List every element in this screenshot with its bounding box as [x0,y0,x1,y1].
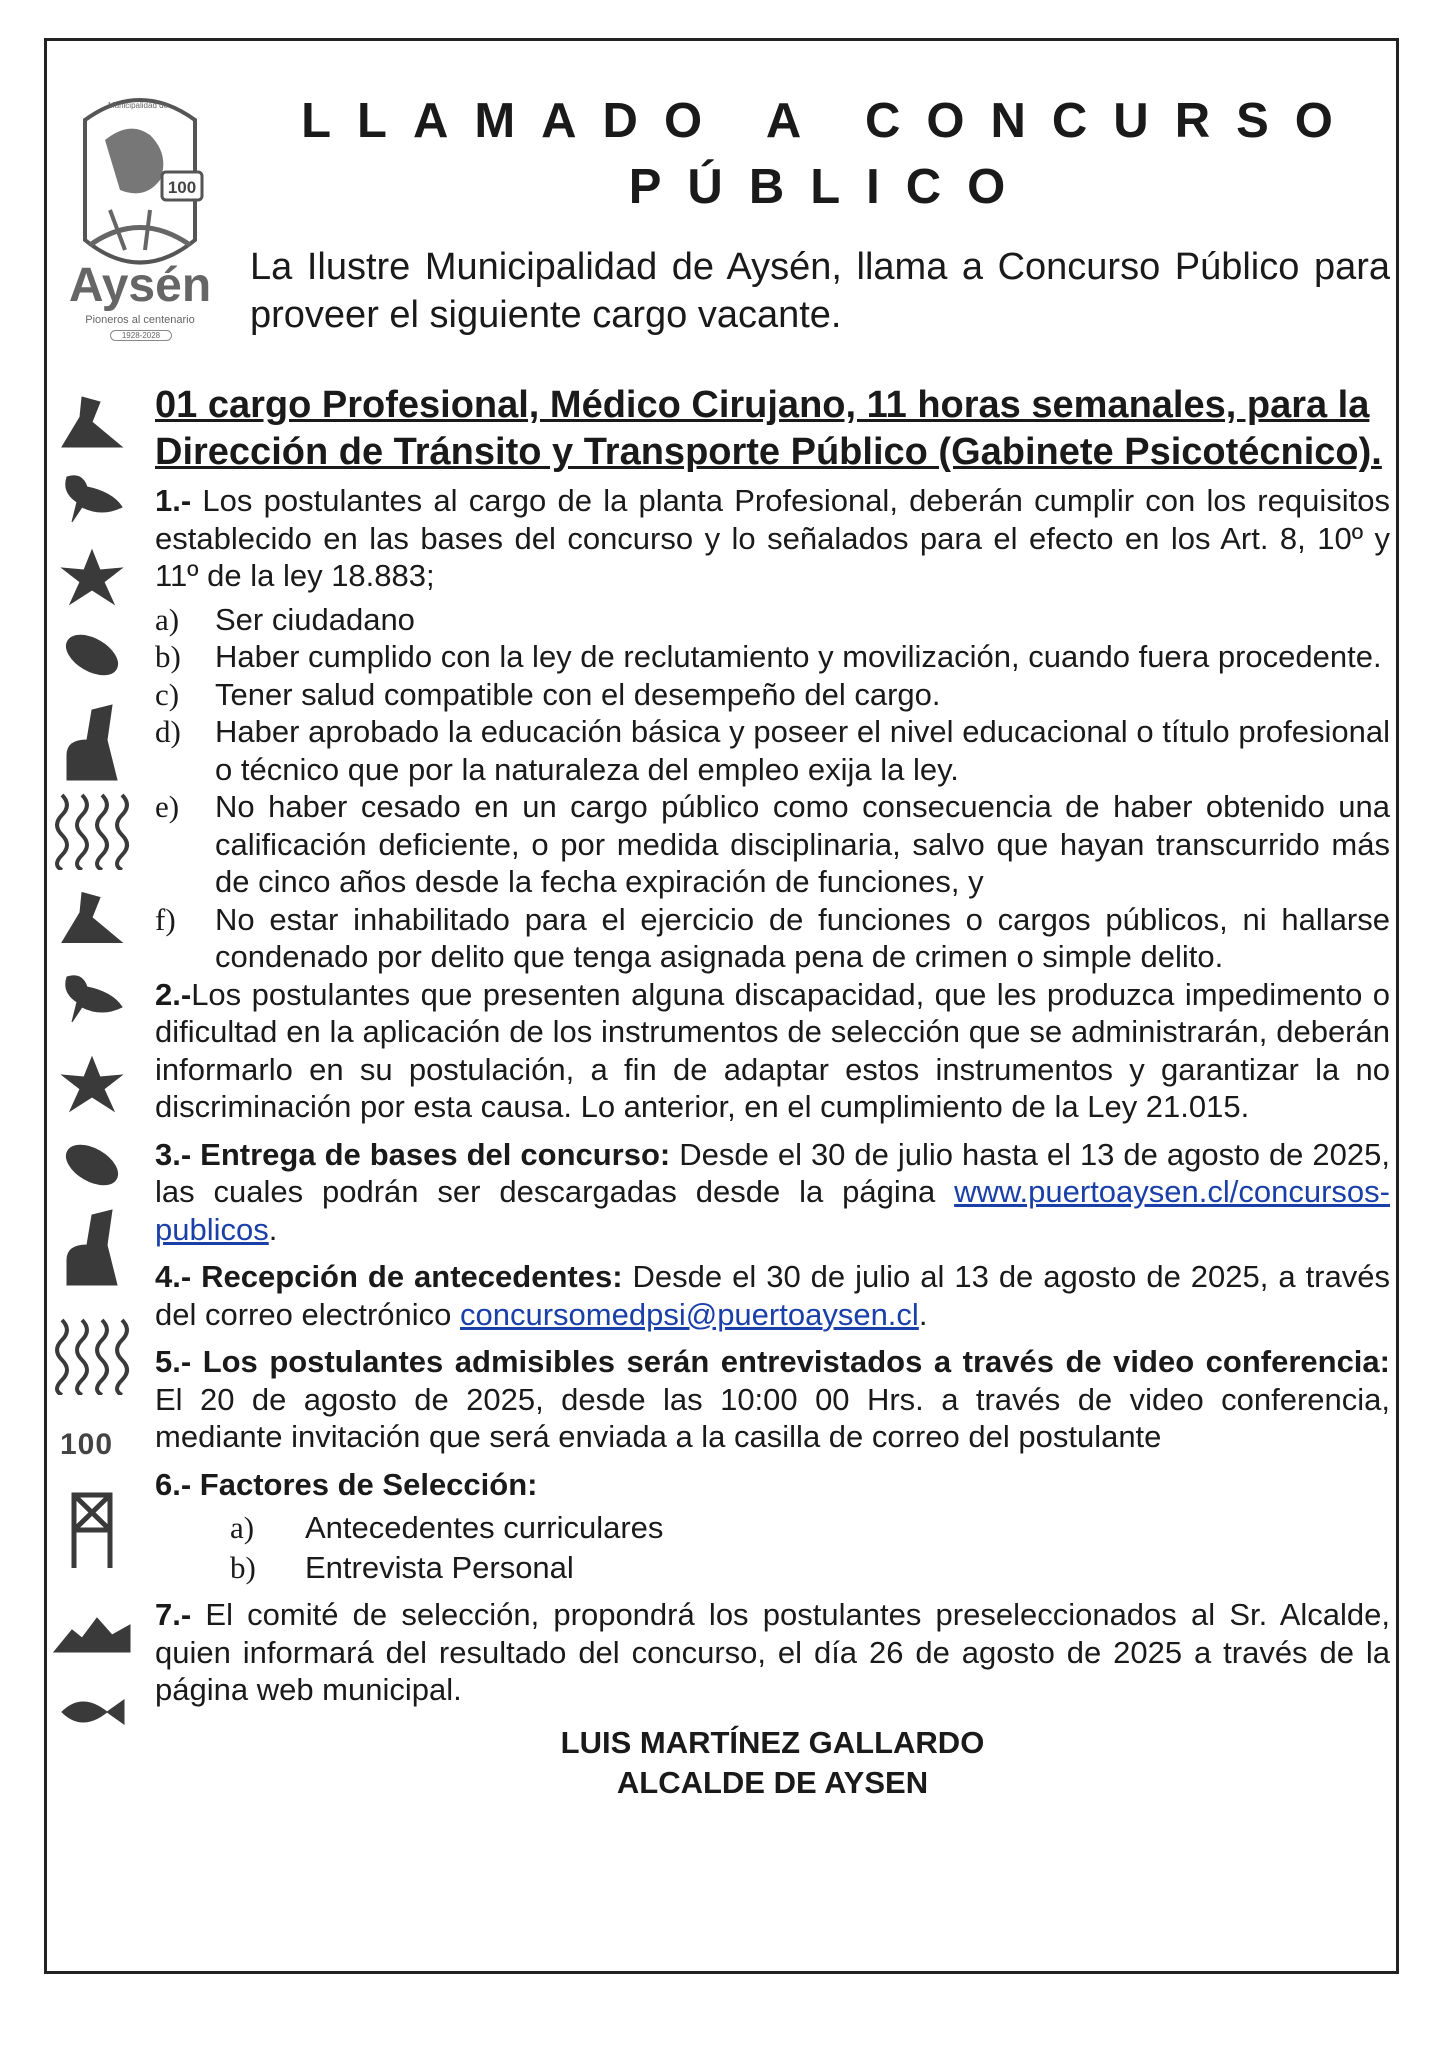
paragraph-1-text: Los postulantes al cargo de la planta Profesional, deberán cumplir con los requisitos establecido en las bases del concurso y lo señalados para el efecto en los Art. 8, 10º y 11º de la ley 18.883; [155,483,1390,593]
waves-icon-2 [52,1315,132,1395]
list-item: b) Haber cumplido con la ley de reclutamiento y movilización, cuando fuera procedente. [155,639,1382,674]
paragraph-5: 5.- Los postulantes admisibles serán entrevistados a través de video conferencia: El 20 de agosto de 2025, desde las 10:00 00 Hrs. a través de video conferencia, mediante invitación que será enviada a la casilla de correo del postulante [155,1344,1390,1454]
bird-icon [52,462,132,532]
signature-role: ALCALDE DE AYSEN [616,1764,929,1800]
selection-factors-list [155,1509,1390,1586]
logo-tagline: Pioneros al centenario [85,314,195,326]
leaf-star-icon-2 [52,1055,132,1115]
huemul-head-icon-2 [52,1205,132,1290]
paragraph-1-number: 1.- [155,483,192,518]
list-item: c) Tener salud compatible con el desempeño del cargo. [155,676,941,712]
mountains-icon [52,1610,132,1655]
title-line-2: PÚBLICO [628,160,1032,214]
paragraph-2: 2.-Los postulantes que presenten alguna discapacidad, que les produzca impedimento o dificultad en la aplicación de los instrumentos de selección que se administrarán, deberán informarlo en su postulación, a fin de adaptar estos instrumentos y garantizar la no discriminación por esta causa. Lo anterior, en el cumplimiento de la Ley 21.015. [155,976,1390,1124]
paragraph-7: 7.- El comité de selección, propondrá los postulantes preseleccionados al Sr. Alcalde, quien informará del resultado del concurso, el día 26 de agosto de 2025 a través de la página web municipal. [155,1597,1390,1707]
deer-icon [52,392,132,452]
paragraph-1 [155,482,1390,595]
position-heading: 01 cargo Profesional, Médico Cirujano, 11 horas semanales, para la Dirección de Tránsito y Transporte Público (Gabinete Psicotécnico). [155,384,1382,473]
paragraph-6: 6.- Factores de Selección: [155,1466,538,1502]
huemul-head-icon [52,700,132,785]
main-content [155,382,1390,1803]
logo-name: Aysén [68,259,212,312]
centenary-badge: 100 [60,1428,114,1461]
requirements-list [155,601,1390,976]
signature-block [155,1723,1390,1803]
bird-icon-2 [52,962,132,1032]
logo-years: 1928-2028 [110,330,172,341]
list-item: d) Haber aprobado la educación básica y poseer el nivel educacional o título profesional o técnico que por la naturaleza del empleo exija la ley. [155,714,1390,787]
bases-download-link[interactable]: www.puertoaysen.cl/concursos-publicos [155,1174,1390,1247]
leaf-icon-2 [52,1140,132,1190]
leaf-icon [52,630,132,680]
email-link[interactable]: concursomedpsi@puertoaysen.cl [460,1296,919,1332]
list-item: a) Antecedentes curriculares [230,1510,664,1545]
fish-icon [52,1692,132,1732]
svg-text:Municipalidad de: Municipalidad de [107,101,169,110]
intro-paragraph: La Ilustre Municipalidad de Aysén, llama a Concurso Público para proveer el siguiente cargo vacante. [250,246,1390,336]
municipality-logo [50,60,230,350]
gate-icon [52,1490,132,1570]
list-item: f) No estar inhabilitado para el ejercicio de funciones o cargos públicos, ni hallarse condenado por delito que tenga asignada pena de crimen o simple delito. [155,901,1390,974]
list-item: a) Ser ciudadano [155,601,415,637]
signature-name: LUIS MARTÍNEZ GALLARDO [560,1724,985,1760]
deer-icon-2 [52,885,132,950]
paragraph-4: 4.- Recepción de antecedentes: Desde el 30 de julio al 13 de agosto de 2025, a través del correo electrónico concursomedpsi@puertoaysen.cl. [155,1259,1390,1332]
page-title [300,88,1360,220]
svg-text:100: 100 [167,178,197,197]
title-line-1: LLAMADO A CONCURSO [301,94,1359,148]
list-item: b) Entrevista Personal [230,1549,574,1585]
waves-icon [52,790,132,870]
list-item: e) No haber cesado en un cargo público como consecuencia de haber obtenido una calificación deficiente, o por medida disciplinaria, salvo que hayan transcurrido más de cinco años desde la fecha expiración de funciones, y [155,789,1390,899]
paragraph-3: 3.- Entrega de bases del concurso: Desde el 30 de julio hasta el 13 de agosto de 2025, las cuales podrán ser descargadas desde la página www.puertoaysen.cl/concursos-publicos. [155,1136,1390,1247]
leaf-star-icon [52,548,132,608]
